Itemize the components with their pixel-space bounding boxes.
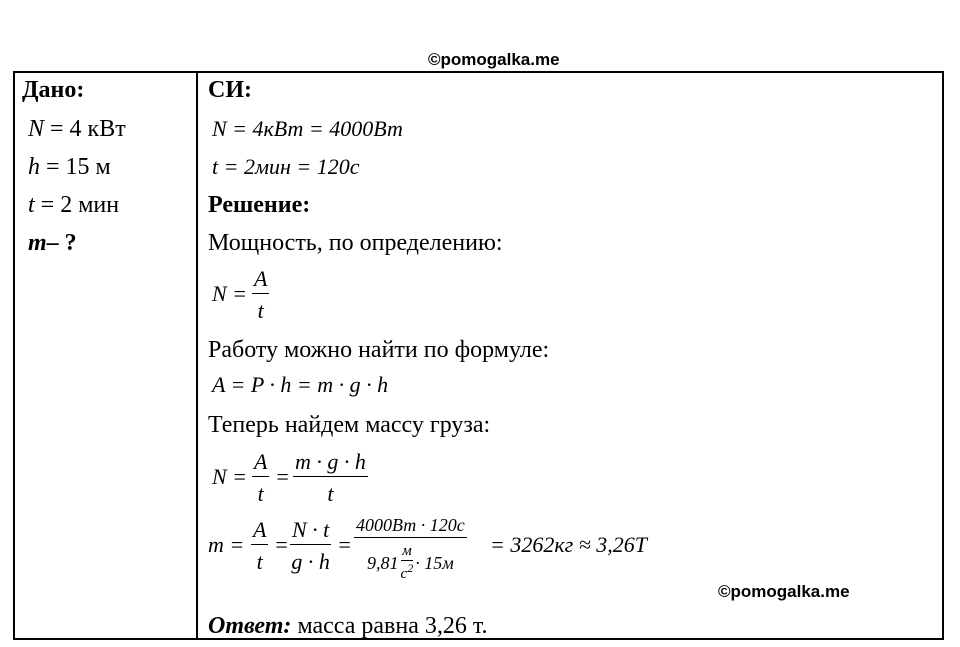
si-line-power: N = 4кВт = 4000Вт <box>212 116 403 141</box>
formula-mass-eq1: = <box>274 532 289 557</box>
formula-mass-result: = 3262кг ≈ 3,26Т <box>490 532 648 557</box>
given-item-height: h = 15 м <box>28 154 111 180</box>
solution-text-definition: Мощность, по определению: <box>208 230 503 256</box>
answer-line <box>208 614 488 638</box>
solution-text-work: Работу можно найти по формуле: <box>208 337 550 363</box>
formula-power-expanded-eq: = <box>275 464 290 489</box>
formula-mass-fraction3: 4000Вт · 120с 9,81 м $с^2$ · 15м <box>356 515 465 582</box>
watermark-top: ©pomogalka.me <box>428 50 560 69</box>
given-item-time: t = 2 мин <box>28 192 120 218</box>
formula-work: A = P · h = m · g · h <box>212 372 389 397</box>
solution-header: Решение: <box>208 192 311 218</box>
formula-power-expanded-fraction2: $\frac{m \cdot g \cdot h}{t}$ <box>295 449 366 506</box>
given-item-unknown-mass: m– ? <box>28 230 77 256</box>
solution-text-mass: Теперь найдем массу груза: <box>208 412 491 438</box>
formula-power-expanded-fraction1: $\frac{A}{t}$ <box>254 449 268 506</box>
given-item-power: N = 4 кВт <box>28 116 126 142</box>
given-header: Дано: <box>22 77 85 103</box>
formula-mass-lhs: m = <box>208 532 245 557</box>
answer-text: масса равна 3,26 т. <box>291 613 488 639</box>
formula-mass-fraction1: $\frac{A}{t}$ <box>253 517 267 574</box>
formula-power-expanded-lhs: N = <box>212 464 248 489</box>
si-line-time: t = 2мин = 120с <box>212 154 360 179</box>
si-header: СИ: <box>208 77 252 103</box>
watermark-bottom: ©pomogalka.me <box>718 582 850 601</box>
formula-power-fraction: $\frac{A}{t}$ <box>254 266 268 323</box>
answer-label: Ответ: <box>208 613 292 639</box>
formula-mass-eq2: = <box>337 532 352 557</box>
formula-power-lhs: N = <box>212 281 248 306</box>
formula-mass-fraction2: $\frac{N \cdot t}{g \cdot h}$ <box>291 517 330 574</box>
column-divider <box>196 71 198 640</box>
